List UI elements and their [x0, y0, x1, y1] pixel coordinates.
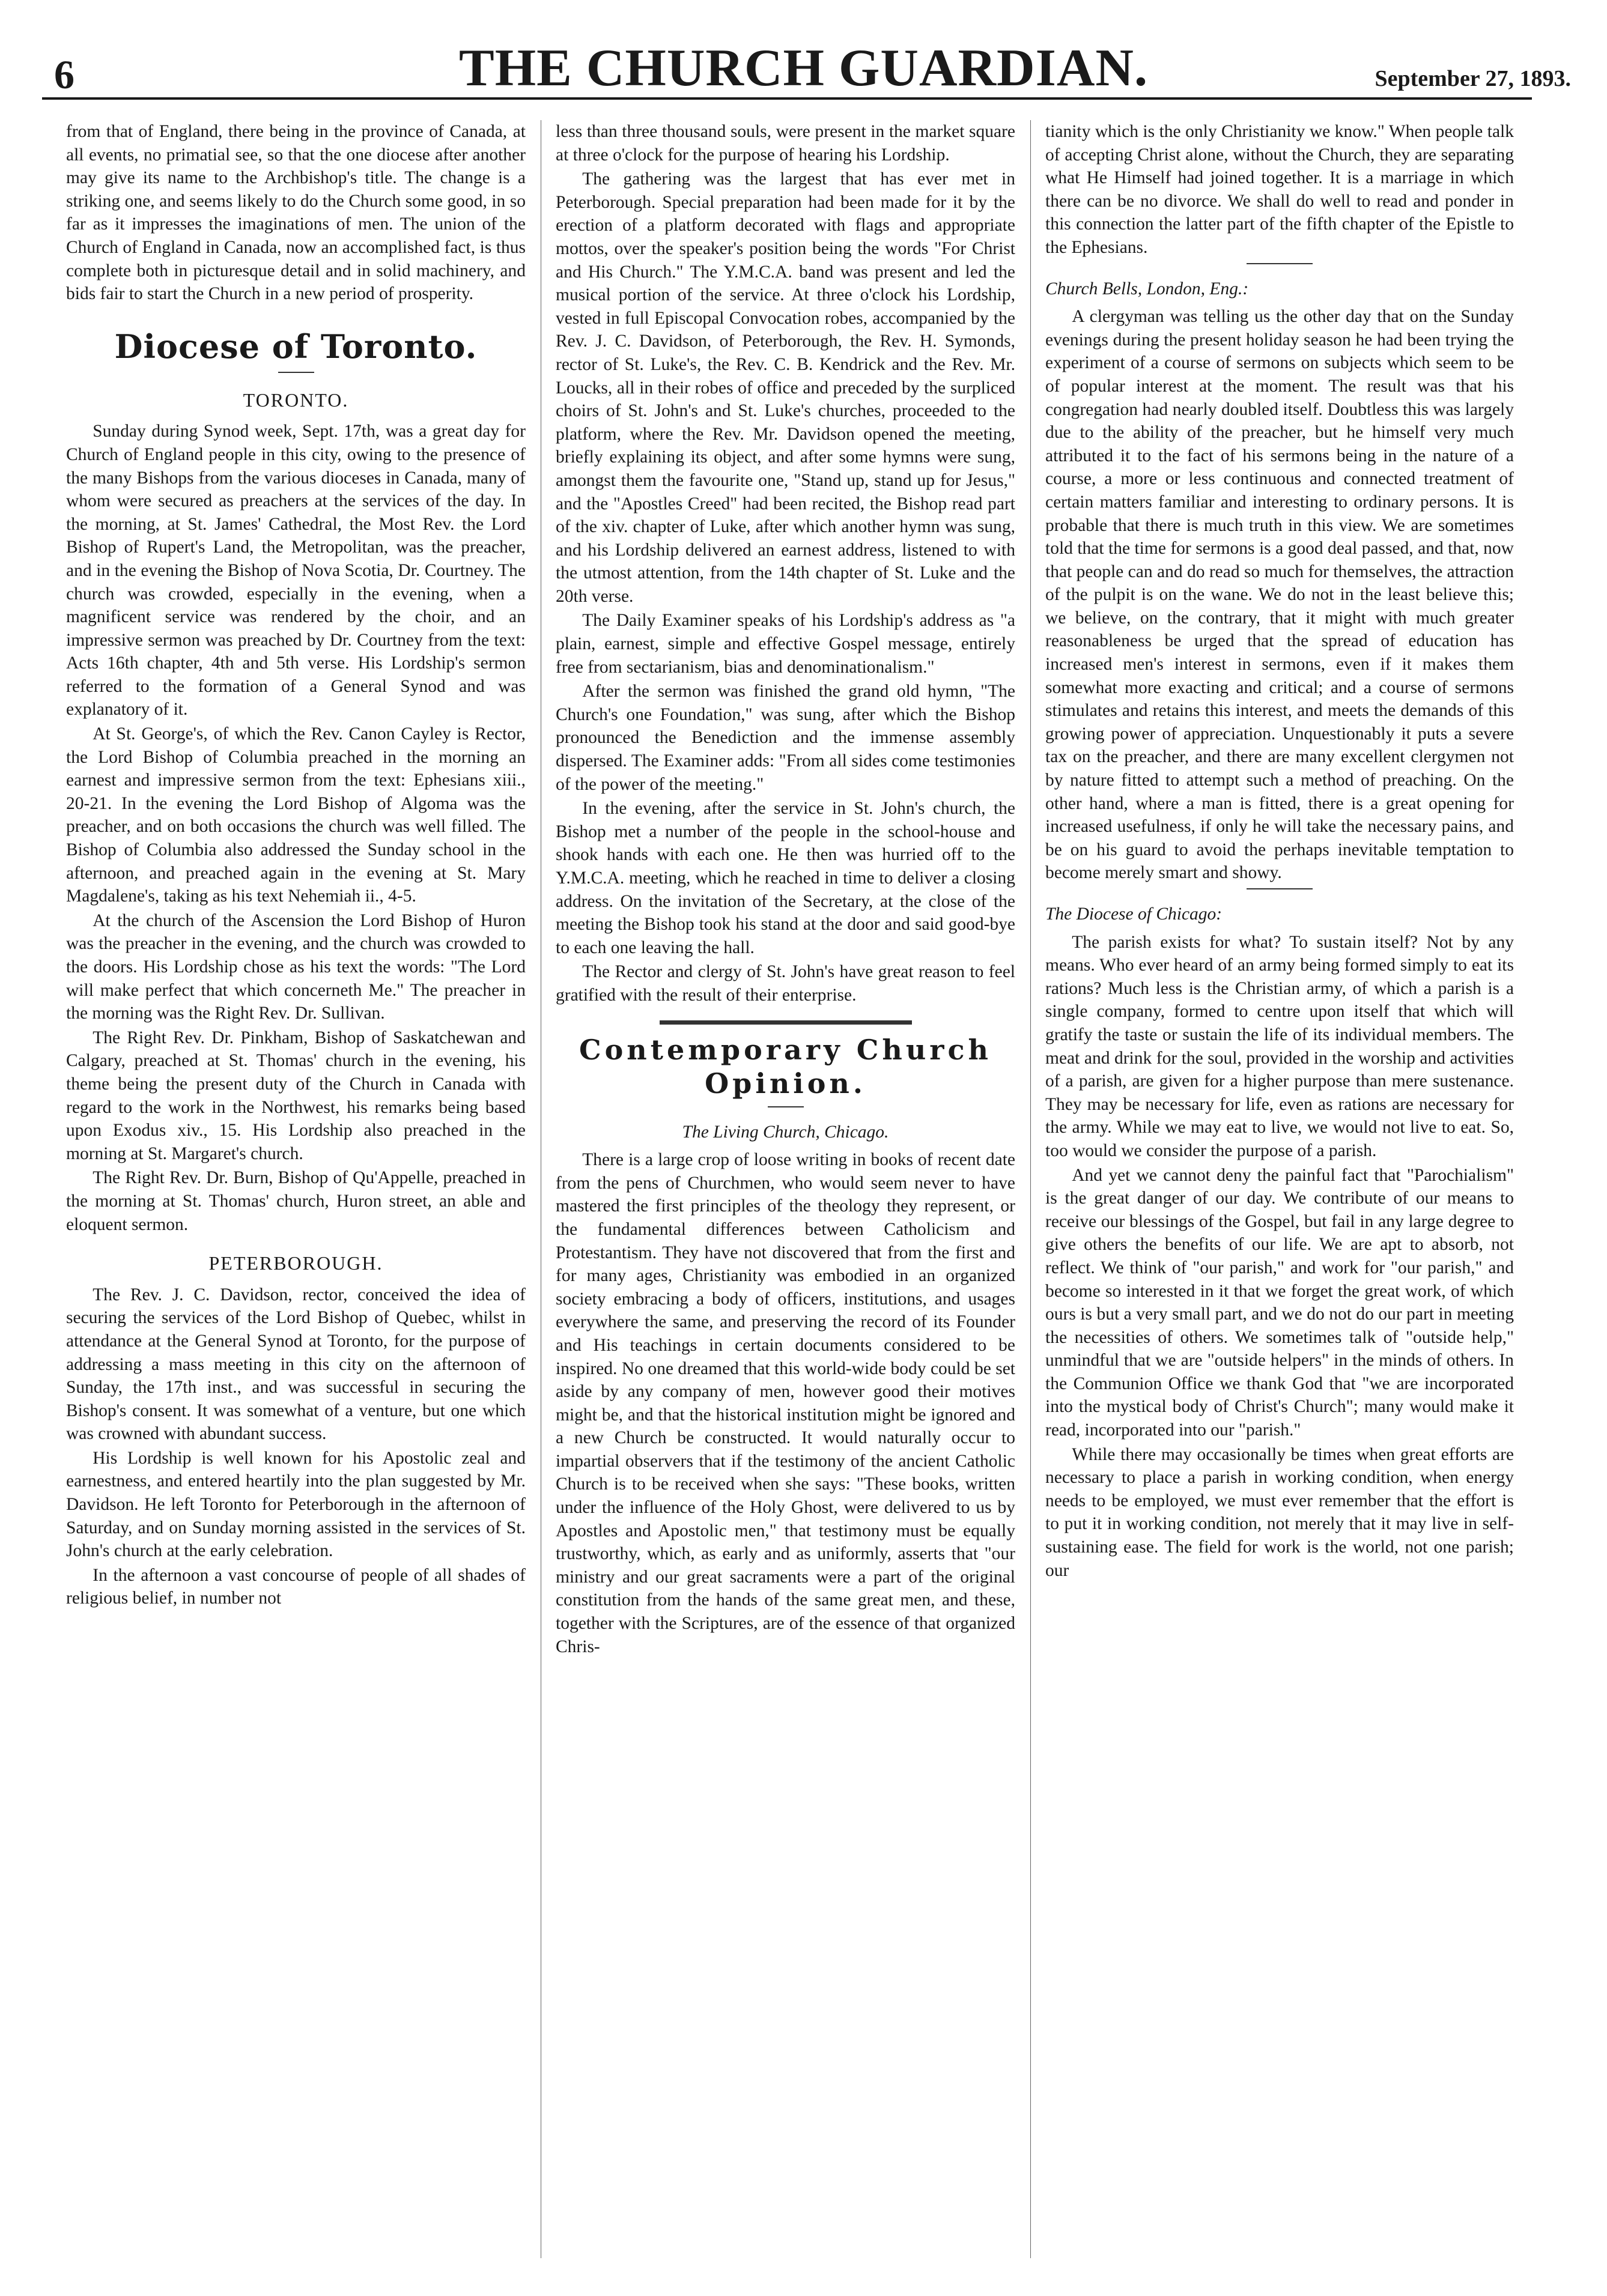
paragraph: The Rector and clergy of St. John's have great reason to feel gratified with the result of their enterprise. — [556, 962, 1015, 1005]
column-rule — [1030, 120, 1031, 2258]
paragraph: from that of England, there being in the province of Canada, at all events, no primatial see, so that the one diocese after another may give its name to the Archbishop's title. The change is a striking one, and seems likely to do the Church some good, in so far as it impresses the imaginations of men. The union of the Church of England in Canada, now an accomplished fact, is thus complete both in picturesque detail and in solid machinery, and bids fair to start the Church in a new period of prosperity. — [66, 122, 526, 304]
divider — [1247, 263, 1313, 264]
diocese-of-toronto-heading: Diocese of Toronto. — [114, 327, 478, 366]
peterborough-subheading: PETERBOROUGH. — [208, 1252, 383, 1274]
contemporary-church-opinion-heading: Contemporary Church Opinion. — [579, 1033, 992, 1100]
paragraph: A clergyman was telling us the other day that on the Sunday evenings during the present holiday season he had been trying the experiment of a course of sermons on subjects which seem to be of popular interest at the moment. The result was that his congregation had nearly doubled itself. Doubtless this was largely due to the ability of the preacher, but he himself very much attributed it to the fact of his sermons being in the nature of a course, a more or less continuous and connected treatment of certain matters familiar and interesting to ordinary persons. It is probable that there is much truth in this view. We are sometimes told that the time for sermons is a good deal passed, and that, now that people can and do read so much for themselves, the attraction of the pulpit is on the wane. We do not in the least believe this; we believe, on the contrary, that it might with much greater reasonableness be urged that the spread of education has increased men's interest in sermons, even if it makes them somewhat more exacting and critical; and a course of sermons stimulates and retains this interest, and meets the demands of this growing power of appreciation. Unquestionably it puts a severe tax on the preacher, and there are many excellent clergymen not by nature fitted to attempt such a method of preaching. On the other hand, where a man is fitted, there is a great opening for increased usefulness, if only he will take the necessary pains, and be on his guard to avoid the perhaps inevitable temptation to become merely smart and showy. — [1045, 307, 1514, 883]
page-number: 6 — [54, 52, 74, 97]
column-1 — [66, 120, 526, 2258]
section-divider — [660, 1020, 912, 1025]
divider — [1247, 888, 1313, 889]
paragraph: At St. George's, of which the Rev. Canon Cayley is Rector, the Lord Bishop of Columbia preached in the morning an earnest and impressive sermon from the text: Ephesians xiii., 20-21. In the evening the Lord Bishop of Algoma was the preacher, and on both occasions the church was well filled. The Bishop of Columbia also addressed the Sunday school in the afternoon, and preached again in the evening at St. Mary Magdalene's, taking as his text Nehemiah ii., 4-5. — [66, 724, 526, 906]
paragraph: less than three thousand souls, were present in the market square at three o'clock for the purpose of hearing his Lordship. — [556, 122, 1015, 165]
column-2 — [556, 120, 1015, 2258]
issue-date: September 27, 1893. — [1375, 66, 1571, 91]
source-attribution: The Diocese of Chicago: — [1045, 904, 1223, 924]
paragraph: The Right Rev. Dr. Burn, Bishop of Qu'Appelle, preached in the morning at St. Thomas' church, Huron street, an able and eloquent sermon. — [66, 1168, 526, 1234]
column-3 — [1045, 120, 1514, 2258]
source-attribution: The Living Church, Chicago. — [682, 1122, 889, 1142]
paragraph: In the afternoon a vast concourse of people of all shades of religious belief, in number not — [66, 1565, 526, 1608]
paragraph: And yet we cannot deny the painful fact that "Parochialism" is the great danger of our day. We contribute of our means to receive our blessings of the Gospel, but fail in any large degree to give others the benefits of our life. We are apt to absorb, not reflect. We think of "our parish," and work for "our parish," and become so interested in it that we forget the great work, of which ours is but a very small part, and we do not do our part in meeting the necessities of others. We sometimes talk of "outside help," unmindful that we are "outside helpers" in the minds of others. In the Communion Office we thank God that "we are incorporated into the mystical body of Christ's Church"; many would make it read, incorporated into our "parish." — [1045, 1165, 1514, 1440]
paragraph: The Right Rev. Dr. Pinkham, Bishop of Saskatchewan and Calgary, preached at St. Thomas' church in the evening, his theme being the present duty of the Church in Canada with regard to the work in the Northwest, his remarks being based upon Exodus xiv., 15. His Lordship also preached in the morning at St. Margaret's church. — [66, 1028, 526, 1163]
paragraph: The parish exists for what? To sustain itself? Not by any means. Who ever heard of an army being formed simply to eat its rations? Much less is the Christian army, of which a parish is a single company, formed to centre upon itself that which will gratify the taste or sustain the life of its individual members. The meat and drink for the soul, provided in the worship and activities of a parish, are given for a higher purpose than mere sustenance. They may be necessary for life, even as rations are necessary for the army. While we may eat to live, we would not live to eat. So, too would we consider the purpose of a parish. — [1045, 932, 1514, 1160]
divider — [278, 372, 314, 373]
divider — [768, 1106, 804, 1107]
paragraph: In the evening, after the service in St. John's church, the Bishop met a number of the people in the school-house and shook hands with each one. He then was hurried off to the Y.M.C.A. meeting, which he reached in time to deliver a closing address. On the invitation of the Secretary, at the close of the meeting the Bishop took his stand at the door and said good-bye to each one leaving the hall. — [556, 799, 1015, 957]
paragraph: His Lordship is well known for his Apostolic zeal and earnestness, and entered heartily into the plan suggested by Mr. Davidson. He left Toronto for Peterborough in the afternoon of Saturday, and on Sunday morning assisted in the services of St. John's church at the early celebration. — [66, 1448, 526, 1561]
paragraph: There is a large crop of loose writing in books of recent date from the pens of Churchmen, who would seem never to have mastered the first principles of the theology they represent, or the fundamental differences between Catholicism and Protestantism. They have not discovered that from the first and for many ages, Christianity was embodied in an organized society embracing a body of officers, institutions, and usages everywhere the same, and preserving the record of its Founder and His teachings in certain documents considered to be inspired. No one dreamed that this world-wide body could be set aside by any company of men, however good their motives might be, and that the historical institution might be ignored and a new Church be constructed. It would naturally occur to impartial observers that if the testimony of the ancient Catholic Church is to be received when she says: "These books, written under the influence of the Holy Ghost, were delivered to us by Apostles and Apostolic men," that testimony must be equally trustworthy, which, as early and as uniformly, asserts that "our ministry and our great sacraments were a part of the original constitution from the hands of the same great men, and these, together with the Scriptures, are of the essence of that organized Chris- — [556, 1150, 1015, 1656]
paragraph: tianity which is the only Christianity we know." When people talk of accepting Christ alone, without the Church, they are separating what He Himself had joined together. It is a marriage in which there can be no divorce. We shall do well to read and ponder in this connection the latter part of the fifth chapter of the Epistle to the Ephesians. — [1045, 122, 1514, 257]
paragraph: At the church of the Ascension the Lord Bishop of Huron was the preacher in the evening, and the church was crowded to the doors. His Lordship chose as his text the words: "The Lord will make perfect that which concerneth Me." The preacher in the morning was the Right Rev. Dr. Sullivan. — [66, 910, 526, 1023]
source-attribution: Church Bells, London, Eng.: — [1045, 279, 1249, 298]
paragraph: While there may occasionally be times when great efforts are necessary to place a parish in working condition, when energy needs to be employed, we must ever remember that the effort is to put it in working condition, not merely that it may live in self-sustaining ease. The field for work is the world, not one parish; our — [1045, 1444, 1514, 1580]
paragraph: Sunday during Synod week, Sept. 17th, was a great day for Church of England people in this city, owing to the presence of the many Bishops from the various dioceses in Canada, many of whom were secured as preachers at the services of the day. In the morning, at St. James' Cathedral, the Most Rev. the Lord Bishop of Rupert's Land, the Metropolitan, was the preacher, and in the evening the Bishop of Nova Scotia, Dr. Courtney. The church was crowded, especially in the evening, when a magnificent service was rendered by the choir, and an impressive sermon was preached by Dr. Courtney from the text: Acts 16th chapter, 4th and 5th verse. His Lordship's sermon referred to the formation of a General Synod and was explanatory of it. — [66, 422, 526, 719]
paragraph: The Daily Examiner speaks of his Lordship's address as "a plain, earnest, simple and effective Gospel message, entirely free from sectarianism, bias and denominationalism." — [556, 611, 1015, 677]
paragraph: The gathering was the largest that has ever met in Peterborough. Special preparation had been made for it by the erection of a platform decorated with flags and appropriate mottos, over the speaker's position being the words "For Christ and His Church." The Y.M.C.A. band was present and led the musical portion of the service. At three o'clock his Lordship, vested in full Episcopal Convocation robes, accompanied by the Rev. J. C. Davidson, of Peterborough, the Rev. H. Symonds, rector of St. Luke's, the Rev. C. B. Kendrick and the Rev. Mr. Loucks, all in their robes of office and preceded by the surpliced choirs of St. John's and St. Luke's churches, proceeded to the platform, where the Rev. Mr. Davidson opened the meeting, briefly explaining its object, and after some hymns were sung, amongst them the favourite one, "Stand up, stand up for Jesus," and the "Apostles Creed" had been recited, the Bishop read part of the xiv. chapter of Luke, after which another hymn was sung, and his Lordship delivered an earnest address, listened to with the utmost attention, from the 14th chapter of St. Luke and the 20th verse. — [556, 169, 1015, 606]
paragraph: The Rev. J. C. Davidson, rector, conceived the idea of securing the services of the Lord Bishop of Quebec, whilst in attendance at the General Synod at Toronto, for the purpose of addressing a mass meeting in this city on the afternoon of Sunday, the 17th inst., and was successful in securing the Bishop's consent. It was somewhat of a venture, but one which was crowned with abundant success. — [66, 1285, 526, 1444]
toronto-subheading: TORONTO. — [243, 389, 349, 411]
newspaper-title: THE CHURCH GUARDIAN. — [459, 39, 1148, 97]
paragraph: After the sermon was finished the grand old hymn, "The Church's one Foundation," was sung, after which the Bishop pronounced the Benediction and the immense assembly dispersed. The Examiner adds: "From all sides come testimonies of the power of the meeting." — [556, 682, 1015, 794]
